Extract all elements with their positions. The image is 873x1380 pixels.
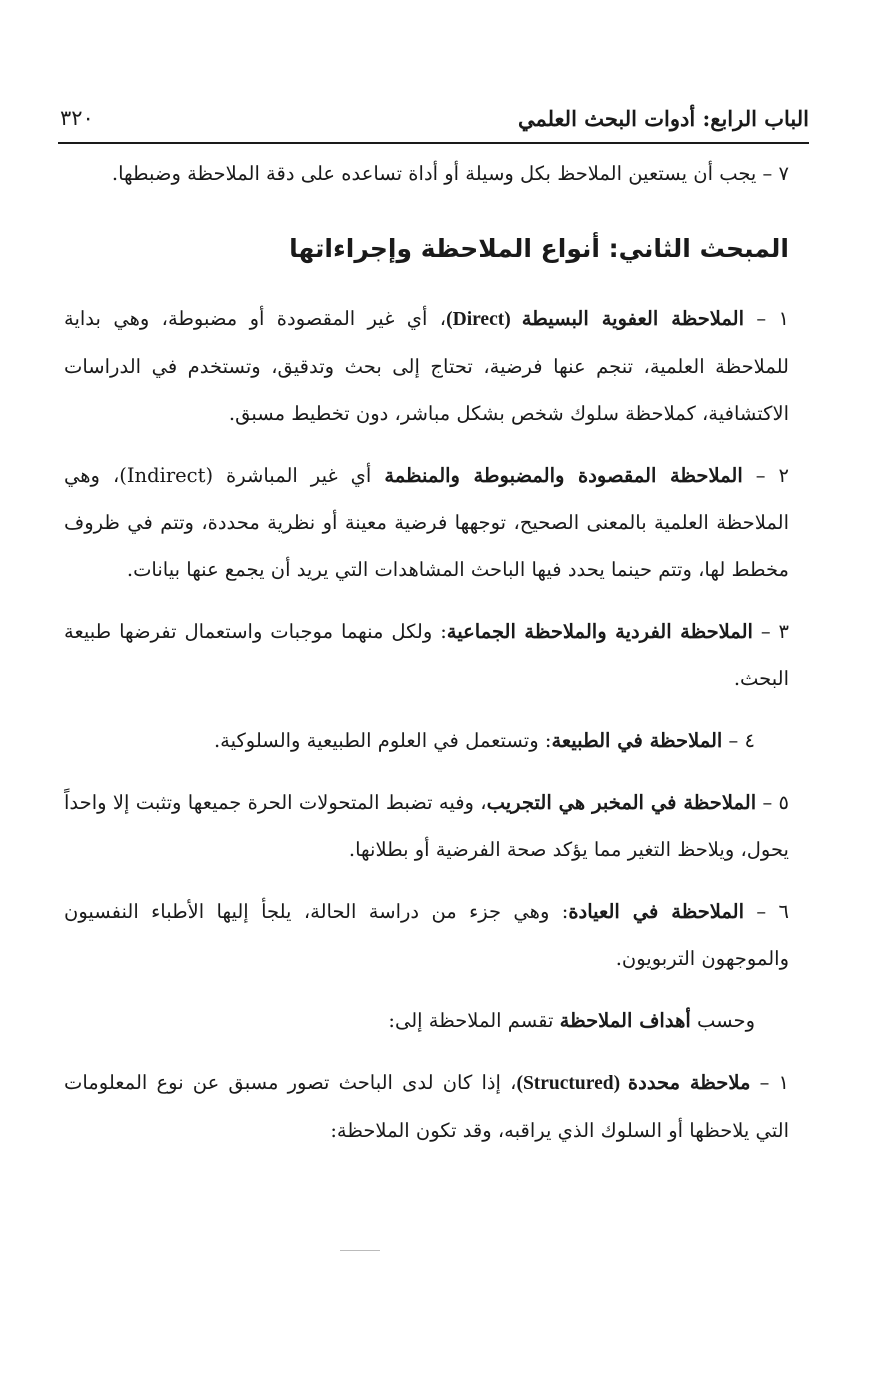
item-6-text: : وهي جزء من دراسة الحالة، يلجأ إليها الأطباء النفسيون والموجهون التربويون. [64, 900, 789, 970]
item-1-number: ١ – [744, 307, 789, 330]
item-1-latin: (Direct) [446, 309, 522, 330]
running-title: الباب الرابع: أدوات البحث العلمي [517, 105, 809, 131]
goals-intro-before: وحسب [690, 1009, 755, 1032]
item-2-number: ٢ – [742, 464, 789, 487]
structured-latin: (Structured) [516, 1073, 628, 1094]
structured-number: ١ – [750, 1071, 790, 1094]
structured-paragraph [64, 1059, 789, 1154]
item-2-text: أي غير المباشرة (Indirect)، وهي الملاحظة العلمية بالمعنى الصحيح، توجهها فرضية معينة أو نظرية محددة، وتتم في ظروف مخطط لها، وتتم حينما يحدد فيها الباحث المشاهدات التي يريد أن يجمع عنها بيانات. [64, 464, 789, 581]
item-2-paragraph [64, 452, 789, 593]
running-header [60, 96, 809, 140]
goals-intro-paragraph [64, 997, 789, 1044]
page-body [64, 150, 789, 1169]
goals-intro-term: أهداف الملاحظة [559, 1009, 691, 1032]
item-5-text: ، وفيه تضبط المتحولات الحرة جميعها وتثبت إلا واحداً يحول، ويلاحظ التغير مما يؤكد صحة الفرضية أو بطلانها. [64, 791, 789, 861]
item-4-term: الملاحظة في الطبيعة [551, 729, 723, 752]
header-rule [58, 142, 809, 144]
intro-paragraph: ٧ – يجب أن يستعين الملاحظ بكل وسيلة أو أداة تساعده على دقة الملاحظة وضبطها. [111, 162, 789, 185]
item-3-number: ٣ – [752, 620, 789, 643]
item-5-paragraph [64, 779, 789, 873]
item-3-text: : ولكل منهما موجبات واستعمال تفرضها طبيعة البحث. [64, 620, 789, 690]
structured-text: ، إذا كان لدى الباحث تصور مسبق عن نوع المعلومات التي يلاحظها أو السلوك الذي يراقبه، وقد تكون الملاحظة: [64, 1071, 789, 1142]
item-1-term: الملاحظة العفوية البسيطة [521, 307, 745, 330]
item-4-text: : وتستعمل في العلوم الطبيعية والسلوكية. [213, 729, 552, 752]
item-2-term: الملاحظة المقصودة والمضبوطة والمنظمة [384, 464, 743, 487]
goals-intro-after: تقسم الملاحظة إلى: [388, 1009, 560, 1032]
item-1-paragraph [64, 295, 789, 437]
structured-term: ملاحظة محددة [627, 1071, 751, 1094]
item-5-number: ٥ – [756, 791, 789, 814]
footer-mark [340, 1250, 380, 1251]
item-4-number: ٤ – [722, 729, 755, 752]
item-4-paragraph [64, 717, 789, 764]
item-6-number: ٦ – [744, 900, 789, 923]
item-3-term: الملاحظة الفردية والملاحظة الجماعية [446, 620, 753, 643]
item-3-paragraph [64, 608, 789, 702]
item-1-text: ، أي غير المقصودة أو مضبوطة، وهي بداية للملاحظة العلمية، تنجم عنها فرضية، تحتاج إلى بحث وتدقيق، وتستخدم في الدراسات الاكتشافية، كملاحظة سلوك شخص بشكل مباشر، دون تخطيط مسبق. [64, 307, 789, 425]
item-6-term: الملاحظة في العيادة [568, 900, 745, 923]
section-heading: المبحث الثاني: أنواع الملاحظة وإجراءاتها [289, 234, 789, 263]
item-5-term: الملاحظة في المخبر هي التجريب [486, 791, 757, 814]
page-number: ٣٢٠ [60, 106, 94, 130]
item-6-paragraph [64, 888, 789, 982]
